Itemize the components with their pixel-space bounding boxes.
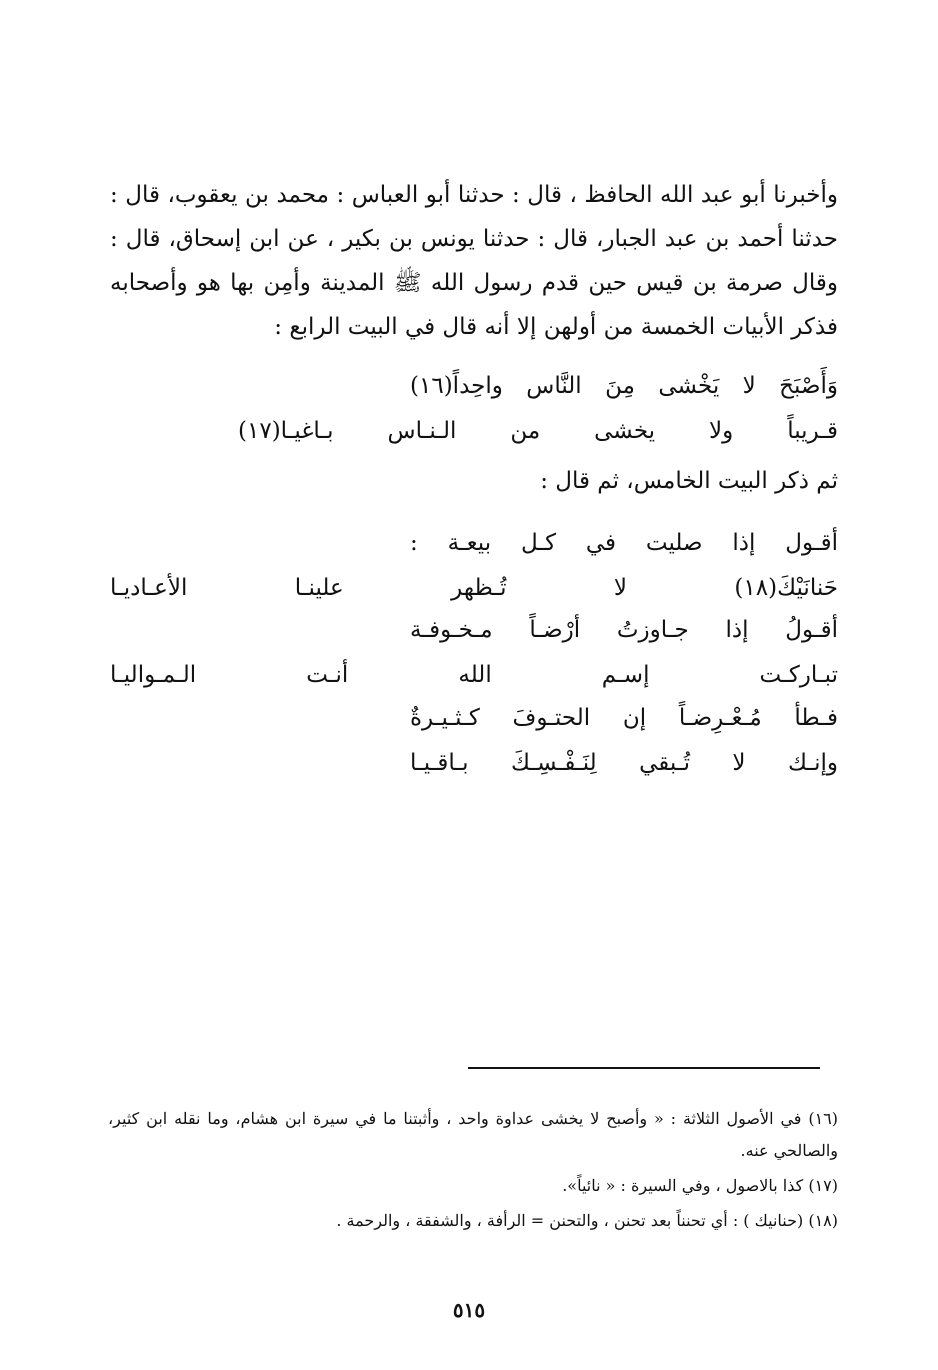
verse-third-hemistich-a: أقـولُ إذا جـاوزتُ أرْضـاً مـخـوفـة <box>410 617 838 643</box>
verse-first-hemistich-a: وَأَصْبَحَ لا يَخْشى مِنَ النَّاس واحِداً(١٦) <box>410 373 838 399</box>
verse-first-hemistich-b: قـريباً ولا يخشى من الـنـاس بـاغيـا(١٧) <box>238 418 838 444</box>
footnote-16: (١٦) في الأصول الثلاثة : « وأصبح لا يخشى عداوة واحد ، وأثبتنا ما في سيرة ابن هشام، وما نقله ابن كثير، والصالحي عنه. <box>108 1109 838 1160</box>
main-text <box>110 173 838 349</box>
page-number: ٥١٥ <box>452 1298 486 1322</box>
narration-paragraph: وأخبرنا أبو عبد الله الحافظ ، قال : حدثنا أبو العباس : محمد بن يعقوب، قال : حدثنا أحمد بن عبد الجبار، قال : حدثنا يونس بن بكير ، عن ابن إسحاق، قال : وقال صرمة بن قيس حين قدم رسول الله ﷺ المدينة وأمِن بها هو وأصحابه فذكر الأبيات الخمسة من أولهن إلا أنه قال في البيت الرابع : <box>110 182 838 340</box>
footnote-separator <box>468 1067 820 1069</box>
footnote-18: (١٨) (حنانيك ) : أي تحنناً بعد تحنن ، والتحنن = الرأفة ، والشفقة ، والرحمة . <box>336 1211 838 1230</box>
footnotes <box>108 1103 838 1240</box>
verse-second-hemistich-a: أقـول إذا صليت في كـل بيعـة : <box>410 530 838 556</box>
verse-fourth-hemistich-a: فـطأ مُـعْـرِضـاً إن الحتـوفَ كـثـيـرةٌ <box>410 705 838 731</box>
verse-fourth-hemistich-b: وإنـك لا تُـبقي لِنَـفْـسِـكَ بـاقـيـا <box>410 750 838 776</box>
footnote-17: (١٧) كذا بالاصول ، وفي السيرة : « نائياً». <box>562 1176 838 1195</box>
transition-line: ثم ذكر البيت الخامس، ثم قال : <box>540 468 838 494</box>
verse-second-hemistich-b: حَنانَيْكَ(١٨) لا تُـظهر علينـا الأعـاديـا <box>110 575 838 601</box>
verse-third-hemistich-b: تبـاركـت إسـم الله أنـت الـمـواليـا <box>110 662 838 688</box>
